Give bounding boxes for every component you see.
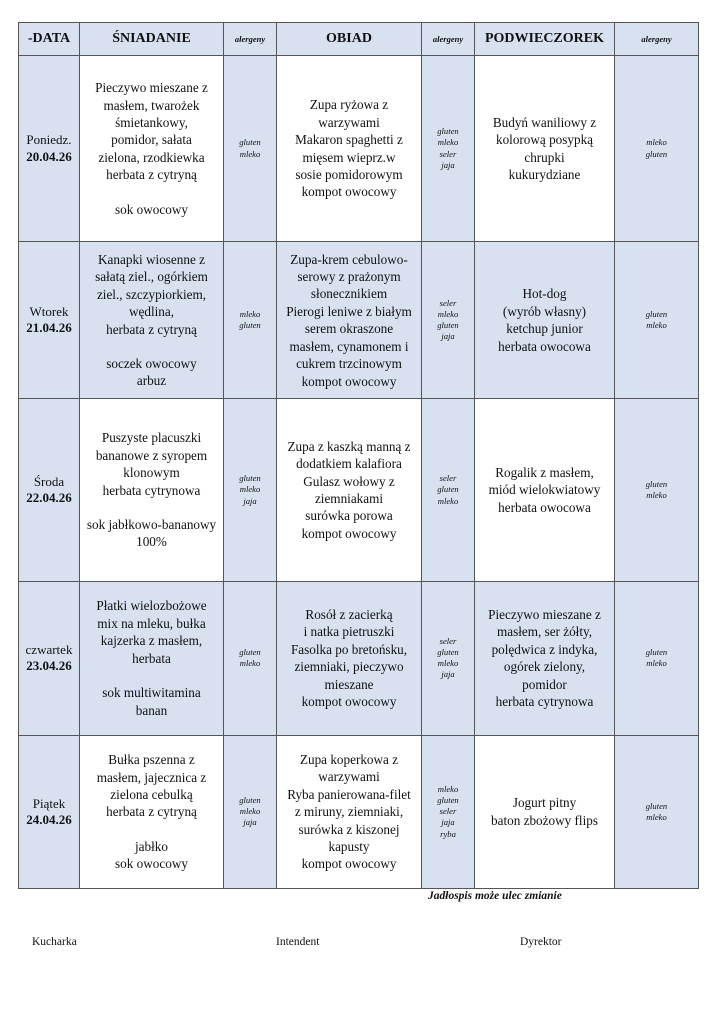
meal-line: zielona, rzodkiewka bbox=[98, 149, 205, 165]
meal-line: Makaron spaghetti z bbox=[295, 132, 403, 148]
allergens-cell bbox=[422, 242, 475, 399]
meal-line: ziemniaki, pieczywo bbox=[294, 659, 404, 675]
allergen-item: gluten bbox=[437, 320, 459, 331]
allergen-item: gluten bbox=[437, 647, 459, 658]
meal-line: sok owocowy bbox=[115, 201, 188, 217]
meal-line: soczek owocowy bbox=[106, 355, 197, 371]
allergen-item: mleko bbox=[239, 148, 261, 159]
meal-line: mieszane bbox=[324, 676, 374, 692]
meal-line: Płatki wielozbożowe bbox=[96, 598, 207, 614]
allergen-item: seler bbox=[439, 297, 457, 308]
meal-line: Kanapki wiosenne z bbox=[98, 251, 205, 267]
meal-line: banan bbox=[135, 702, 168, 718]
allergen-item: mleko bbox=[646, 320, 667, 331]
signature-steward: Intendent bbox=[276, 936, 320, 948]
allergen-item: gluten bbox=[239, 795, 261, 806]
meal-line: herbata bbox=[132, 650, 171, 666]
signature-cook: Kucharka bbox=[32, 936, 77, 948]
allergen-item: mleko bbox=[646, 811, 667, 822]
meal-line: Zupa-krem cebulowo- bbox=[290, 251, 408, 267]
allergens-cell bbox=[422, 399, 475, 581]
allergen-item: jaja bbox=[441, 669, 455, 680]
meal-line: jabłko bbox=[135, 838, 168, 854]
meal-line: polędwica z indyka, bbox=[491, 641, 598, 657]
allergen-item: ryba bbox=[440, 828, 456, 839]
day-name: Piątek bbox=[32, 795, 66, 811]
day-date: 23.04.26 bbox=[26, 658, 72, 674]
lunch-cell bbox=[277, 581, 422, 735]
allergen-item: mleko bbox=[437, 309, 459, 320]
allergen-item: jaja bbox=[441, 331, 455, 342]
allergens-cell bbox=[224, 56, 277, 242]
allergen-item: gluten bbox=[645, 309, 668, 320]
meal-line: sałatą ziel., ogórkiem bbox=[95, 269, 208, 285]
meal-line: surówka z kiszonej bbox=[298, 821, 400, 837]
allergens-cell bbox=[615, 399, 699, 581]
meal-line: serowy z prażonym bbox=[297, 269, 401, 285]
allergen-item: mleko bbox=[239, 484, 261, 495]
meal-line: dodatkiem kalafiora bbox=[296, 456, 402, 472]
meal-line: herbata cytrynowa bbox=[495, 694, 594, 710]
day-name: Wtorek bbox=[29, 304, 69, 320]
allergen-item: gluten bbox=[239, 320, 261, 331]
meal-line: klonowym bbox=[123, 465, 180, 481]
meal-line: Jogurt pitny bbox=[512, 795, 577, 811]
allergen-item: gluten bbox=[437, 795, 459, 806]
meal-line: herbata z cytryną bbox=[106, 321, 197, 337]
meal-line: kolorową posypką bbox=[495, 132, 594, 148]
meal-line bbox=[80, 499, 223, 516]
meal-line: masłem, ser żółty, bbox=[496, 624, 593, 640]
allergens-cell bbox=[422, 56, 475, 242]
day-row bbox=[19, 399, 699, 581]
meal-line: kompot owocowy bbox=[301, 694, 397, 710]
meal-line: i natka pietruszki bbox=[303, 624, 395, 640]
allergen-item: mleko bbox=[437, 137, 459, 148]
header-lunch: OBIAD bbox=[277, 23, 422, 56]
menu-change-note: Jadłospis może ulec zmianie bbox=[428, 890, 562, 902]
meal-line: z miruny, ziemniaki, bbox=[294, 804, 404, 820]
meal-line: herbata owocowa bbox=[498, 338, 591, 354]
day-name: Środa bbox=[33, 473, 65, 489]
meal-line: warzywami bbox=[318, 769, 380, 785]
meal-line: warzywami bbox=[318, 114, 380, 130]
allergen-item: mleko bbox=[437, 658, 459, 669]
allergens-cell bbox=[615, 242, 699, 399]
allergens-cell bbox=[615, 56, 699, 242]
snack-cell bbox=[475, 399, 615, 581]
allergen-item: mleko bbox=[646, 137, 667, 148]
allergens-cell bbox=[224, 581, 277, 735]
allergen-item: seler bbox=[439, 806, 457, 817]
meal-line: serem okraszone bbox=[304, 321, 394, 337]
meal-line: ziemniakami bbox=[314, 491, 384, 507]
allergen-item: gluten bbox=[645, 148, 668, 159]
day-date: 21.04.26 bbox=[26, 320, 72, 336]
allergen-item: seler bbox=[439, 148, 457, 159]
meal-line: Fasolka po bretońsku, bbox=[290, 641, 408, 657]
breakfast-cell bbox=[80, 242, 224, 399]
meal-line bbox=[80, 184, 223, 201]
meal-line: Budyń waniliowy z bbox=[492, 114, 597, 130]
header-allergens: alergeny bbox=[422, 23, 475, 56]
meal-line: mix na mleku, bułka bbox=[97, 615, 206, 631]
day-row bbox=[19, 56, 699, 242]
day-date: 20.04.26 bbox=[26, 148, 72, 164]
allergen-item: jaja bbox=[441, 817, 455, 828]
lunch-cell bbox=[277, 242, 422, 399]
meal-line: wędlina, bbox=[128, 304, 175, 320]
meal-line: śmietankowy, bbox=[115, 114, 188, 130]
day-row bbox=[19, 581, 699, 735]
meal-line: arbuz bbox=[136, 373, 167, 389]
lunch-cell bbox=[277, 399, 422, 581]
meal-line: baton zbożowy flips bbox=[491, 812, 598, 828]
allergens-cell bbox=[224, 242, 277, 399]
allergens-cell bbox=[615, 581, 699, 735]
meal-line: Pieczywo mieszane z bbox=[95, 80, 208, 96]
breakfast-cell bbox=[80, 735, 224, 888]
allergen-item: gluten bbox=[239, 647, 261, 658]
allergen-item: seler bbox=[439, 635, 457, 646]
meal-line: kompot owocowy bbox=[301, 525, 397, 541]
day-cell bbox=[19, 242, 80, 399]
allergen-item: gluten bbox=[437, 484, 459, 495]
meal-line: Gulasz wołowy z bbox=[303, 473, 395, 489]
meal-line: kajzerka z masłem, bbox=[100, 633, 203, 649]
day-name: Poniedz. bbox=[26, 132, 72, 148]
meal-line: Bułka pszenna z bbox=[108, 752, 195, 768]
snack-cell bbox=[475, 242, 615, 399]
meal-line: kukurydziane bbox=[508, 167, 581, 183]
meal-line: kompot owocowy bbox=[301, 184, 397, 200]
meal-line: Zupa z kaszką manną z bbox=[287, 438, 411, 454]
header-allergens: alergeny bbox=[224, 23, 277, 56]
header-breakfast: ŚNIADANIE bbox=[80, 23, 224, 56]
allergen-item: mleko bbox=[646, 658, 667, 669]
meal-line: herbata cytrynowa bbox=[102, 482, 201, 498]
menu-table bbox=[18, 22, 699, 889]
lunch-cell bbox=[277, 735, 422, 888]
meal-line: ziel., szczypiorkiem, bbox=[96, 286, 207, 302]
meal-line: sosie pomidorowym bbox=[295, 167, 403, 183]
allergen-item: mleko bbox=[437, 495, 459, 506]
signature-director: Dyrektor bbox=[520, 936, 562, 948]
header-row bbox=[19, 23, 699, 56]
allergen-item: gluten bbox=[645, 478, 668, 489]
allergens-cell bbox=[422, 735, 475, 888]
day-cell bbox=[19, 735, 80, 888]
meal-line: kompot owocowy bbox=[301, 373, 397, 389]
meal-line: 100% bbox=[136, 534, 167, 550]
meal-line: Pierogi leniwe z białym bbox=[286, 303, 412, 319]
allergen-item: gluten bbox=[239, 473, 261, 484]
allergen-item: gluten bbox=[239, 137, 261, 148]
day-date: 22.04.26 bbox=[26, 490, 72, 506]
day-row bbox=[19, 242, 699, 399]
snack-cell bbox=[475, 581, 615, 735]
meal-line bbox=[80, 821, 223, 838]
day-row bbox=[19, 735, 699, 888]
meal-line: sok owocowy bbox=[115, 856, 188, 872]
allergen-item: jaja bbox=[243, 817, 257, 828]
allergen-item: jaja bbox=[243, 495, 257, 506]
day-name: czwartek bbox=[25, 641, 73, 657]
allergen-item: mleko bbox=[239, 309, 261, 320]
meal-line: mięsem wieprz.w bbox=[302, 149, 396, 165]
allergens-cell bbox=[422, 581, 475, 735]
meal-line bbox=[80, 338, 223, 355]
header-snack: PODWIECZOREK bbox=[475, 23, 615, 56]
allergen-item: mleko bbox=[646, 490, 667, 501]
meal-line: herbata z cytryną bbox=[106, 167, 197, 183]
meal-line: chrupki bbox=[524, 149, 565, 165]
meal-line: bananowe z syropem bbox=[95, 447, 208, 463]
day-cell bbox=[19, 56, 80, 242]
allergen-item: mleko bbox=[239, 806, 261, 817]
lunch-cell bbox=[277, 56, 422, 242]
meal-line: herbata z cytryną bbox=[106, 804, 197, 820]
meal-line: kapusty bbox=[328, 839, 370, 855]
meal-line: zielona cebulką bbox=[110, 786, 193, 802]
meal-line: surówka porowa bbox=[305, 508, 393, 524]
allergens-cell bbox=[615, 735, 699, 888]
allergen-item: gluten bbox=[437, 126, 459, 137]
header-allergens: alergeny bbox=[615, 23, 699, 56]
meal-line: masłem, cynamonem i bbox=[289, 338, 409, 354]
meal-line: masłem, jajecznica z bbox=[96, 769, 207, 785]
meal-line: sok multiwitamina bbox=[102, 685, 201, 701]
meal-line: (wyrób własny) bbox=[502, 303, 587, 319]
snack-cell bbox=[475, 735, 615, 888]
allergens-cell bbox=[224, 399, 277, 581]
meal-line: cukrem trzcinowym bbox=[296, 356, 402, 372]
meal-line: słonecznikiem bbox=[310, 286, 388, 302]
meal-line: Zupa ryżowa z bbox=[309, 97, 389, 113]
meal-line: Ryba panierowana-filet bbox=[287, 786, 411, 802]
meal-line: Zupa koperkowa z bbox=[299, 751, 399, 767]
breakfast-cell bbox=[80, 399, 224, 581]
day-cell bbox=[19, 399, 80, 581]
allergen-item: mleko bbox=[239, 658, 261, 669]
meal-line: Rogalik z masłem, bbox=[495, 464, 594, 480]
allergens-cell bbox=[224, 735, 277, 888]
breakfast-cell bbox=[80, 581, 224, 735]
meal-line: pomidor, sałata bbox=[111, 132, 192, 148]
snack-cell bbox=[475, 56, 615, 242]
meal-line: pomidor bbox=[522, 676, 567, 692]
allergen-item: gluten bbox=[645, 647, 668, 658]
meal-line: masłem, twarożek bbox=[103, 97, 200, 113]
allergen-item: mleko bbox=[437, 783, 459, 794]
meal-line: herbata owocowa bbox=[498, 499, 591, 515]
breakfast-cell bbox=[80, 56, 224, 242]
meal-line bbox=[80, 667, 223, 684]
meal-line: miód wielokwiatowy bbox=[488, 482, 601, 498]
allergen-item: seler bbox=[439, 473, 457, 484]
header-date: -DATA bbox=[19, 23, 80, 56]
day-cell bbox=[19, 581, 80, 735]
allergen-item: jaja bbox=[441, 159, 455, 170]
meal-line: ogórek zielony, bbox=[503, 659, 586, 675]
meal-line: Hot-dog bbox=[522, 286, 567, 302]
meal-line: Pieczywo mieszane z bbox=[488, 606, 601, 622]
meal-line: Puszyste placuszki bbox=[101, 430, 202, 446]
allergen-item: gluten bbox=[645, 800, 668, 811]
day-date: 24.04.26 bbox=[26, 811, 72, 827]
meal-line: Rosół z zacierką bbox=[305, 606, 393, 622]
meal-line: kompot owocowy bbox=[301, 856, 397, 872]
meal-line: ketchup junior bbox=[506, 321, 583, 337]
meal-line: sok jabłkowo-bananowy bbox=[86, 516, 217, 532]
